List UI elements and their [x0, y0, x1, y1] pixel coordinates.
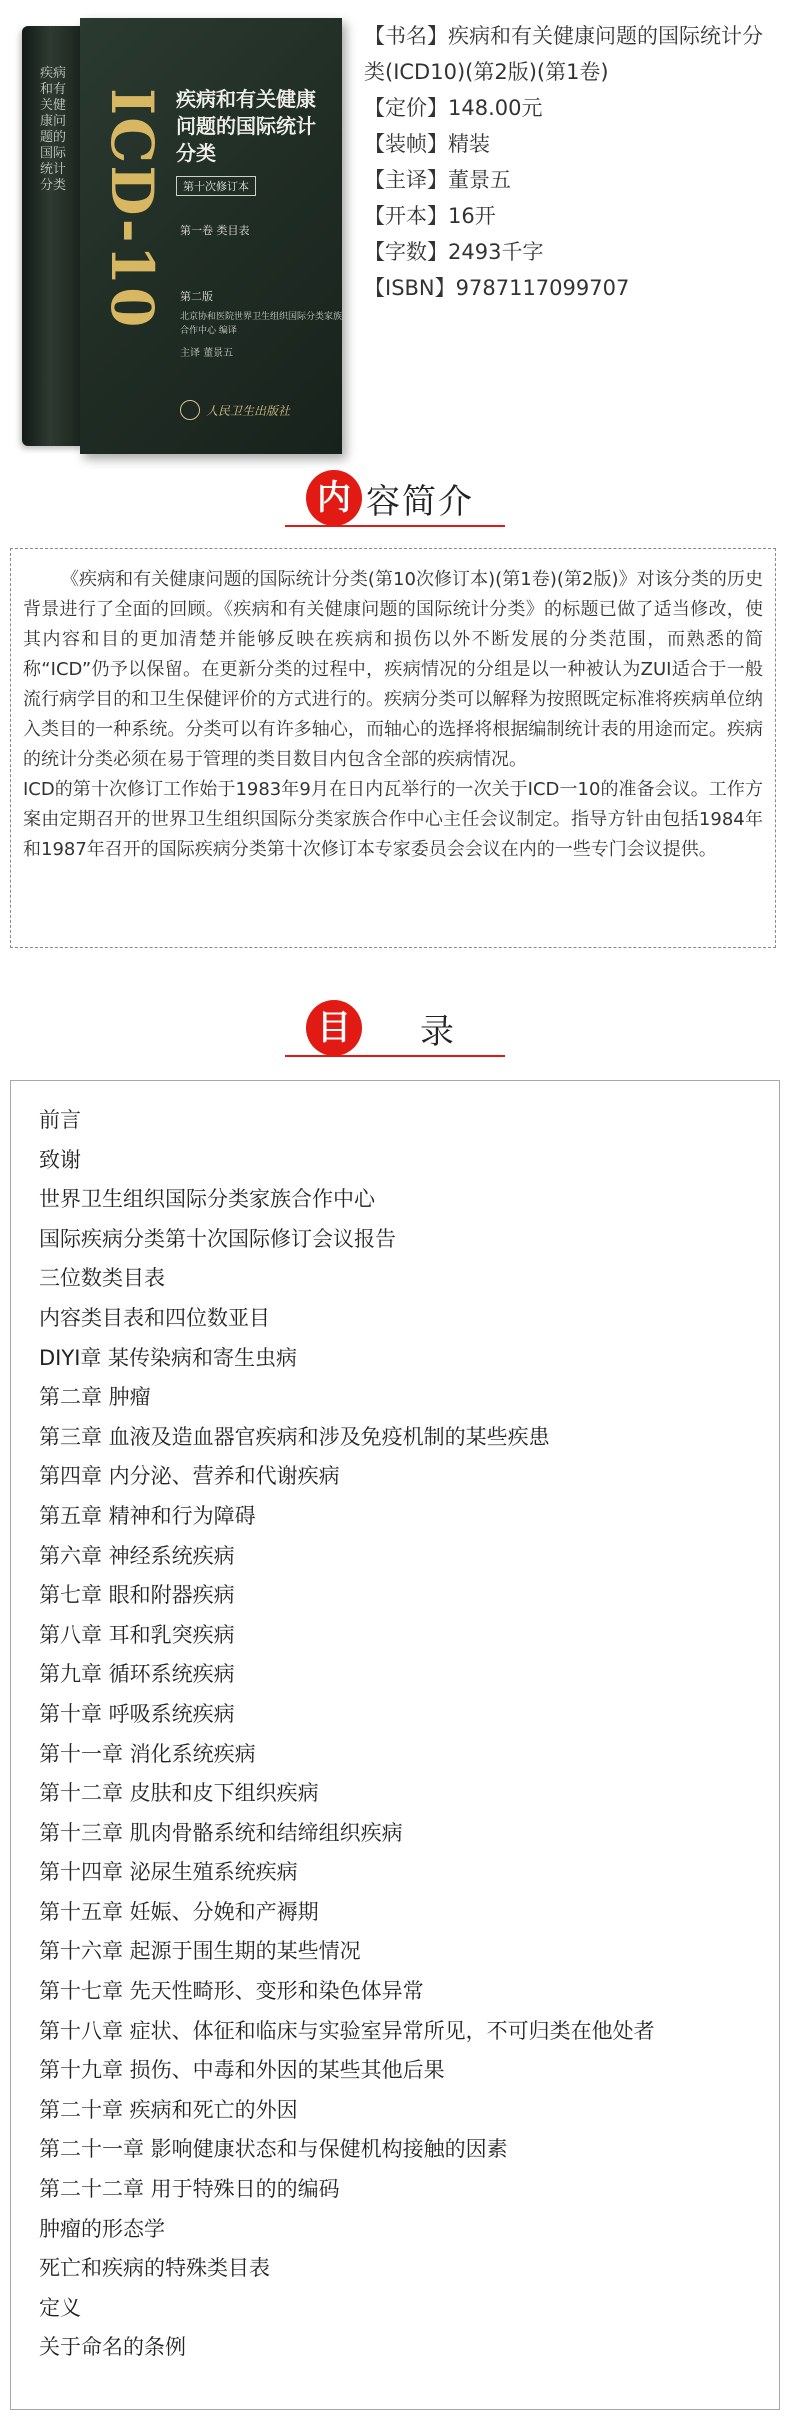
info-label: 【定价】 — [364, 96, 448, 120]
info-title — [364, 18, 774, 90]
toc-item: 死亡和疾病的特殊类目表 — [39, 2256, 270, 2281]
toc-item: 第二十章 疾病和死亡的外因 — [39, 2097, 298, 2122]
toc-item: 第二十一章 影响健康状态和与保健机构接触的因素 — [39, 2137, 508, 2162]
toc-header-underline — [285, 1055, 505, 1057]
info-label: 【开本】 — [364, 204, 448, 228]
toc-item: 第十九章 损伤、中毒和外因的某些其他后果 — [39, 2058, 445, 2083]
toc-item: 第九章 循环系统疾病 — [39, 1662, 235, 1687]
toc-item: 第十二章 皮肤和皮下组织疾病 — [39, 1781, 319, 1806]
spine-text: 疾病和有关健康问题的国际统计分类 — [39, 66, 66, 193]
cover-icd-title: ICD-10 — [98, 88, 166, 330]
toc-item: 三位数类目表 — [39, 1266, 165, 1291]
toc-item: 国际疾病分类第十次国际修订会议报告 — [39, 1226, 396, 1251]
toc-item: 第十七章 先天性畸形、变形和染色体异常 — [39, 1979, 424, 2004]
info-value: 疾病和有关健康问题的国际统计分类(ICD10)(第2版)(第1卷) — [364, 24, 763, 84]
book-info-list — [364, 18, 774, 306]
toc-item: 第二十二章 用于特殊日的的编码 — [39, 2177, 340, 2202]
info-value: 精装 — [448, 132, 490, 156]
toc-item: 内容类目表和四位数亚目 — [39, 1305, 270, 1330]
toc-item: 致谢 — [39, 1147, 81, 1172]
toc-item: 第十四章 泌尿生殖系统疾病 — [39, 1860, 298, 1885]
intro-paragraph-1: 《疾病和有关健康问题的国际统计分类(第10次修订本)(第1卷)(第2版)》对该分类的历史背景进行了全面的回顾。《疾病和有关健康问题的国际统计分类》的标题已做了适当修改，使其内容和目的更加清楚并能够反映在疾病和损伤以外不断发展的分类范围，而熟悉的简称“ICD”仍予以保留。在更新分类的过程中，疾病情况的分组是以一种被认为ZUI适合于一般流行病学目的和卫生保健评价的方式进行的。疾病分类可以解释为按照既定标准将疾病单位纳入类目的一种系统。分类可以有许多轴心，而轴心的选择将根据编制统计表的用途而定。疾病的统计分类必须在易于管理的类目数目内包含全部的疾病情况。 — [23, 569, 763, 770]
toc-item: 第十六章 起源于围生期的某些情况 — [39, 1939, 361, 1964]
info-label: 【字数】 — [364, 240, 448, 264]
toc-item: 定义 — [39, 2295, 81, 2320]
toc-item: 世界卫生组织国际分类家族合作中心 — [39, 1187, 375, 1212]
product-section — [0, 0, 790, 470]
info-isbn — [364, 270, 774, 306]
book-spine — [22, 26, 84, 446]
book-cover-image — [22, 18, 342, 458]
intro-header-circle: 内 — [306, 470, 362, 526]
toc-item: 第五章 精神和行为障碍 — [39, 1503, 256, 1528]
toc-item: 第三章 血液及造血器官疾病和涉及免疫机制的某些疾患 — [39, 1424, 550, 1449]
toc-header-circle: 目 — [306, 1000, 362, 1056]
info-label: 【ISBN】 — [364, 276, 456, 300]
info-wordcount — [364, 234, 774, 270]
info-label: 【装帧】 — [364, 132, 448, 156]
toc-item: 第十章 呼吸系统疾病 — [39, 1701, 235, 1726]
cover-organization: 北京协和医院世界卫生组织国际分类家族合作中心 编译 — [180, 312, 343, 336]
toc-item: 第十八章 症状、体征和临床与实验室异常所见，不可归类在他处者 — [39, 2018, 655, 2043]
intro-section-header — [0, 470, 790, 540]
cover-editor: 主译 董景五 — [180, 348, 234, 359]
info-value: 16开 — [448, 204, 496, 228]
cover-second-edition: 第二版 — [180, 290, 213, 303]
info-price — [364, 90, 774, 126]
toc-item: 第六章 神经系统疾病 — [39, 1543, 235, 1568]
toc-header-text: 录 — [420, 1012, 456, 1052]
info-value: 9787117099707 — [455, 276, 630, 300]
info-value: 148.00元 — [448, 96, 543, 120]
toc-item: 关于命名的条例 — [39, 2335, 186, 2360]
info-translator — [364, 162, 774, 198]
info-format — [364, 198, 774, 234]
toc-item: 第十五章 妊娠、分娩和产褥期 — [39, 1899, 319, 1924]
toc-list — [39, 1101, 779, 2368]
cover-publisher: 人民卫生出版社 — [206, 404, 291, 418]
toc-item: 第十一章 消化系统疾病 — [39, 1741, 256, 1766]
toc-item: 第四章 内分泌、营养和代谢疾病 — [39, 1464, 340, 1489]
toc-box — [10, 1080, 780, 2410]
info-binding — [364, 126, 774, 162]
cover-edition: 第十次修订本 — [176, 176, 256, 196]
intro-box — [10, 548, 776, 948]
toc-item: 第七章 眼和附器疾病 — [39, 1583, 235, 1608]
toc-section-header — [0, 1000, 790, 1070]
cover-volume: 第一卷 类目表 — [180, 224, 250, 237]
cover-title: 疾病和有关健康问题的国际统计分类 — [176, 87, 316, 165]
info-value: 2493千字 — [448, 240, 544, 264]
book-front-cover — [80, 18, 342, 454]
intro-header-text: 容简介 — [366, 482, 474, 522]
toc-item: DIYI章 某传染病和寄生虫病 — [39, 1345, 298, 1370]
publisher-logo-icon — [180, 400, 200, 420]
info-value: 董景五 — [448, 168, 511, 192]
toc-item: 前言 — [39, 1108, 81, 1132]
toc-item: 肿瘤的形态学 — [39, 2216, 165, 2241]
info-label: 【书名】 — [364, 24, 448, 48]
info-label: 【主译】 — [364, 168, 448, 192]
toc-item: 第八章 耳和乳突疾病 — [39, 1622, 235, 1647]
toc-item: 第十三章 肌肉骨骼系统和结缔组织疾病 — [39, 1820, 403, 1845]
toc-item: 第二章 肿瘤 — [39, 1385, 151, 1410]
intro-header-underline — [285, 525, 505, 527]
intro-paragraph-2: ICD的第十次修订工作始于1983年9月在日内瓦举行的一次关于ICD一10的准备会议。工作方案由定期召开的世界卫生组织国际分类家族合作中心主任会议制定。指导方针由包括1984年和1987年召开的国际疾病分类第十次修订本专家委员会会议在内的一些专门会议提供。 — [23, 779, 763, 860]
